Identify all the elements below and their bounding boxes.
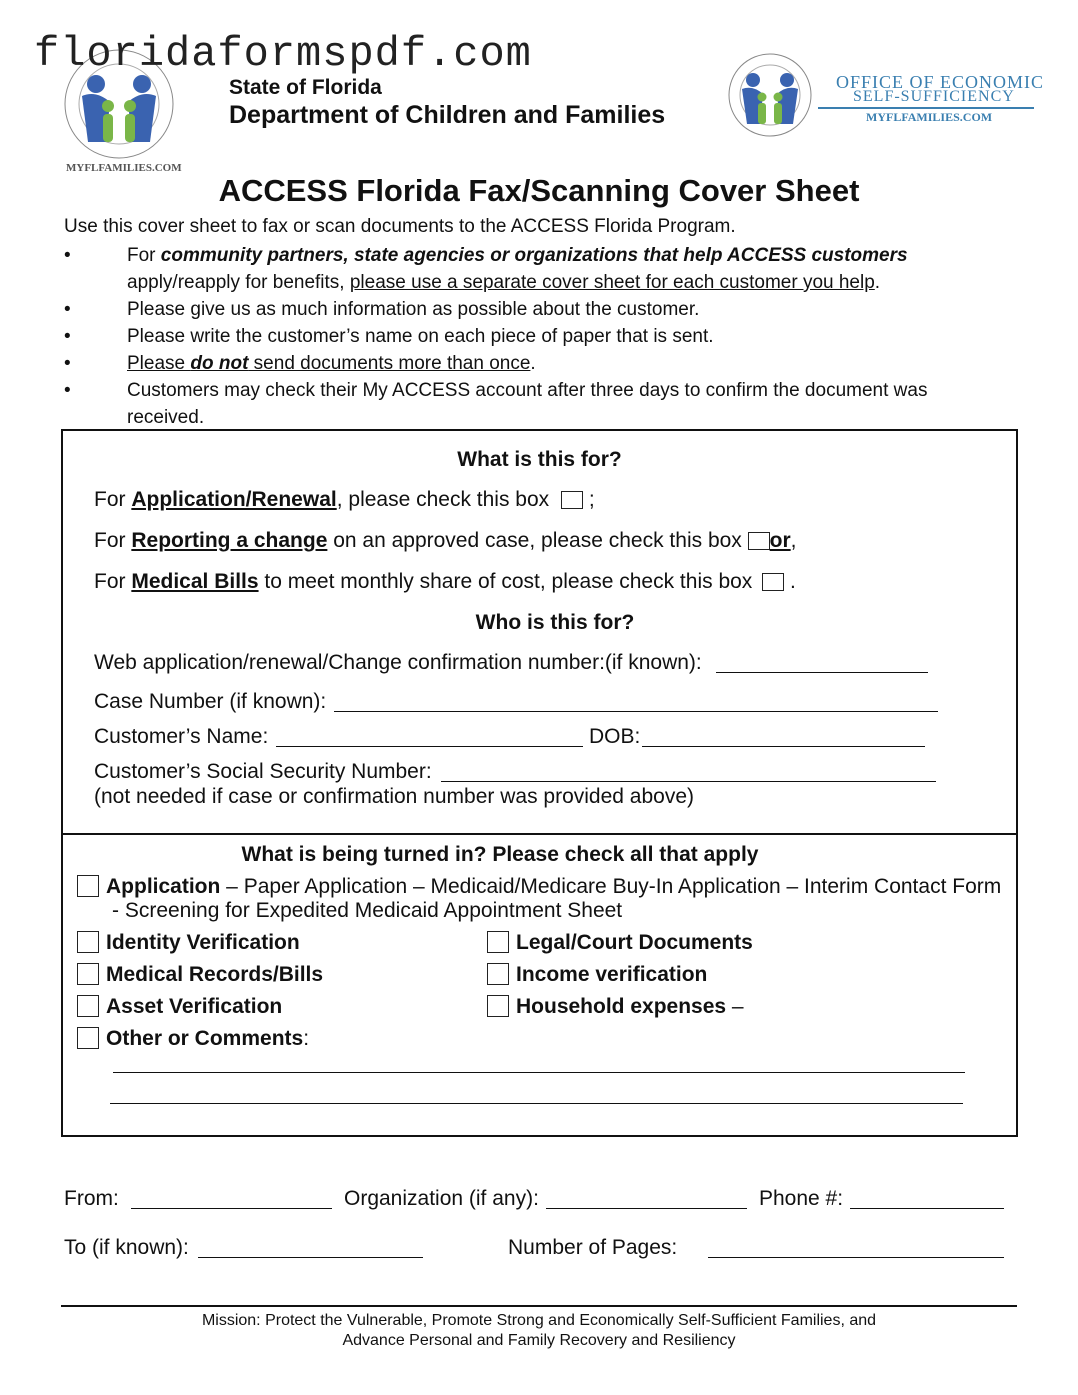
- number-of-pages-label: Number of Pages:: [508, 1236, 678, 1259]
- what-is-this-for-heading: What is this for?: [457, 448, 622, 471]
- logo-url-left: MYFLFAMILIES.COM: [66, 162, 182, 174]
- to-field[interactable]: [198, 1257, 423, 1258]
- ssn-field[interactable]: [441, 781, 936, 782]
- organization-label: Organization (if any):: [344, 1187, 539, 1210]
- instructions-list: [64, 242, 964, 431]
- case-number-label: Case Number (if known):: [94, 690, 327, 713]
- asset-verification-label: Asset Verification: [106, 995, 283, 1018]
- ssn-label: Customer’s Social Security Number:: [94, 760, 432, 783]
- customer-name-field[interactable]: [276, 746, 583, 747]
- what-is-turned-in-heading: What is being turned in? Please check all that apply: [241, 843, 759, 866]
- other-comments-checkbox[interactable]: [77, 1027, 99, 1049]
- mission-statement: Mission: Protect the Vulnerable, Promote Strong and Economically Self-Sufficient Families, and Advance Personal and Family Recovery and Resiliency: [201, 1312, 877, 1349]
- footer-divider: [61, 1305, 1017, 1307]
- application-option-line2: - Screening for Expedited Medicaid Appointment Sheet: [112, 899, 623, 922]
- page-title: ACCESS Florida Fax/Scanning Cover Sheet: [218, 173, 860, 208]
- oes-url: MYFLFAMILIES.COM: [866, 110, 993, 124]
- from-label: From:: [64, 1187, 119, 1210]
- ssn-note: (not needed if case or confirmation number was provided above): [94, 785, 694, 808]
- reporting-change-row: For Reporting a change on an approved case, please check this box or,: [94, 529, 797, 552]
- dob-field[interactable]: [642, 746, 925, 747]
- application-option: Application – Paper Application – Medicaid/Medicare Buy-In Application – Interim Contact Form: [106, 875, 1002, 898]
- legal-documents-label: Legal/Court Documents: [516, 931, 753, 954]
- comments-line-1[interactable]: [113, 1072, 965, 1073]
- list-item: • Customers may check their My ACCESS account after three days to confirm the document was received.: [64, 377, 964, 431]
- department-label: Department of Children and Families: [229, 101, 666, 129]
- phone-field[interactable]: [850, 1208, 1004, 1209]
- asset-verification-checkbox[interactable]: [77, 995, 99, 1017]
- watermark: floridaformspdf.com: [34, 30, 532, 78]
- number-of-pages-field[interactable]: [708, 1257, 1004, 1258]
- confirmation-number-field[interactable]: [716, 672, 928, 673]
- list-item: • Please write the customer’s name on each piece of paper that is sent.: [64, 323, 964, 350]
- other-comments-label: Other or Comments:: [106, 1027, 310, 1050]
- list-item: • For community partners, state agencies or organizations that help ACCESS customers apply/reapply for benefits, please use a separate cover sheet for each customer you help.: [64, 242, 964, 296]
- dcf-logo-right: [726, 52, 814, 138]
- list-item: • Please do not send documents more than once.: [64, 350, 964, 377]
- income-verification-label: Income verification: [516, 963, 708, 986]
- medical-records-checkbox[interactable]: [77, 963, 99, 985]
- application-checkbox[interactable]: [77, 875, 99, 897]
- customer-name-label: Customer’s Name:: [94, 725, 269, 748]
- organization-field[interactable]: [546, 1208, 747, 1209]
- oes-divider: [818, 107, 1034, 109]
- application-renewal-row: For Application/Renewal, please check this box ;: [94, 488, 595, 511]
- oes-title-line2: SELF-SUFFICIENCY: [853, 88, 1015, 105]
- medical-bills-row: For Medical Bills to meet monthly share of cost, please check this box .: [94, 570, 796, 593]
- case-number-field[interactable]: [334, 711, 938, 712]
- medical-bills-checkbox[interactable]: [762, 573, 784, 591]
- confirmation-number-label: Web application/renewal/Change confirmation number:(if known):: [94, 651, 702, 674]
- identity-verification-checkbox[interactable]: [77, 931, 99, 953]
- to-label: To (if known):: [64, 1236, 189, 1259]
- list-item: • Please give us as much information as possible about the customer.: [64, 296, 964, 323]
- dob-label: DOB:: [589, 725, 641, 748]
- medical-records-label: Medical Records/Bills: [106, 963, 324, 986]
- phone-label: Phone #:: [759, 1187, 844, 1210]
- who-is-this-for-heading: Who is this for?: [475, 611, 635, 634]
- intro-text: Use this cover sheet to fax or scan documents to the ACCESS Florida Program.: [64, 216, 736, 237]
- household-expenses-checkbox[interactable]: [487, 995, 509, 1017]
- reporting-change-checkbox[interactable]: [748, 532, 770, 550]
- state-label: State of Florida: [229, 76, 382, 99]
- household-expenses-label: Household expenses –: [516, 995, 744, 1018]
- application-renewal-checkbox[interactable]: [561, 491, 583, 509]
- oes-title-line1: OFFICE OF ECONOMIC: [836, 72, 1045, 92]
- identity-verification-label: Identity Verification: [106, 931, 300, 954]
- comments-line-2[interactable]: [110, 1103, 963, 1104]
- from-field[interactable]: [131, 1208, 332, 1209]
- legal-documents-checkbox[interactable]: [487, 931, 509, 953]
- income-verification-checkbox[interactable]: [487, 963, 509, 985]
